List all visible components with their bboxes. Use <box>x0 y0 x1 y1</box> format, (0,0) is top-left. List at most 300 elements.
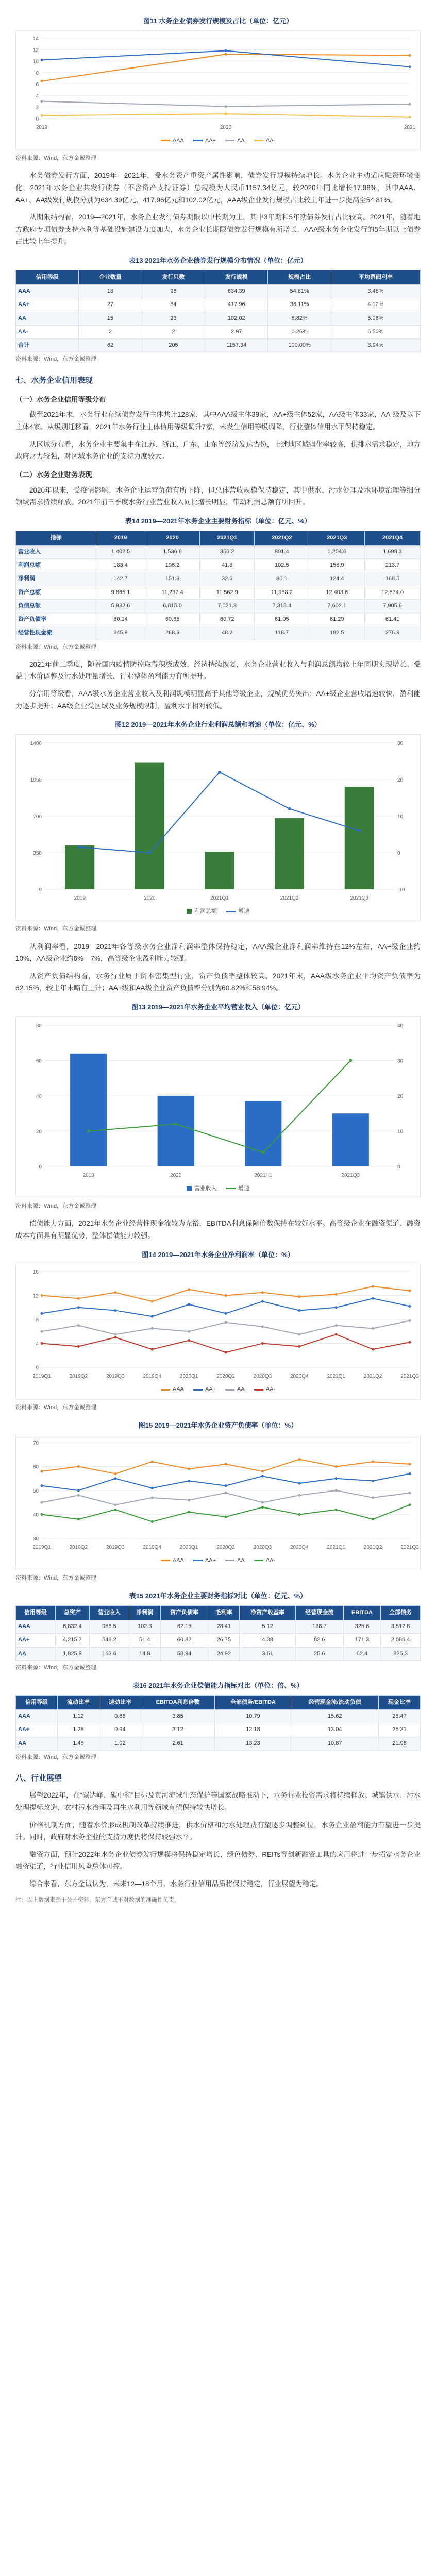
table-cell: 205 <box>142 339 205 352</box>
y2-tick-label: 0 <box>397 851 400 856</box>
table-header-cell: 信用等级 <box>16 1695 58 1709</box>
table-cell: 61.41 <box>365 613 421 626</box>
y-tick-label: 0 <box>36 116 39 122</box>
y-tick-label: 70 <box>32 1440 39 1446</box>
legend-label: AA+ <box>205 1386 216 1393</box>
data-point <box>409 54 411 57</box>
series-line <box>42 1504 410 1521</box>
data-point <box>335 1333 338 1336</box>
paragraph: 偿债能力方面，2021年水务企业经营性现金流较为充裕，EBITDA利息保障倍数保持在较好水平。高等级企业在融资渠道、融资成本方面具有明显优势，整体偿债能力较强。 <box>15 1219 421 1240</box>
table-header-cell: 毛利率 <box>208 1605 240 1620</box>
y-tick-label: 80 <box>36 1023 42 1029</box>
table-cell: 61.05 <box>255 613 309 626</box>
table-cell: 10.87 <box>291 1737 379 1750</box>
data-point <box>261 1501 264 1503</box>
table-cell: 经营性现金流 <box>16 626 96 640</box>
paragraph: 从利润率看，2019—2021年各等级水务企业净利润率整体保持稳定，AAA级企业净利润率维持在12%左右，AA+级企业约10%，AA级企业约6%—7%，高等级企业盈利能力较强。 <box>15 942 421 963</box>
table-cell: 118.7 <box>255 626 309 640</box>
table-cell: 11,562.9 <box>200 586 255 599</box>
data-point <box>288 807 291 810</box>
table-row <box>16 285 421 298</box>
table-cell: AAA <box>16 1620 56 1634</box>
table-cell: 26.75 <box>208 1634 240 1647</box>
table-title: 表14 2019—2021年水务企业主要财务指标（单位：亿元、%） <box>125 517 311 525</box>
data-point <box>335 1324 338 1327</box>
table-title: 表15 2021年水务企业主要财务指标对比（单位：亿元、%） <box>129 1592 307 1600</box>
data-point <box>409 65 411 68</box>
y2-tick-label: 0 <box>397 1164 400 1170</box>
table-cell: 0.26% <box>268 325 331 338</box>
section-title: 八、行业展望 <box>15 1774 62 1783</box>
table-cell: 0.86 <box>99 1710 141 1723</box>
data-point <box>409 1463 411 1465</box>
data-point <box>174 1123 177 1126</box>
data-point <box>409 103 411 105</box>
table-cell: 60.14 <box>96 613 145 626</box>
table-cell: 24.92 <box>208 1647 240 1660</box>
legend-item <box>193 136 216 146</box>
table-source: 资料来源：Wind，东方金诚整理 <box>15 356 97 363</box>
table-row <box>16 626 421 640</box>
table-source: 资料来源：Wind，东方金诚整理 <box>15 1754 97 1760</box>
legend-item <box>161 1385 184 1395</box>
legend-item <box>161 136 184 146</box>
table-source: 资料来源：Wind，东方金诚整理 <box>15 643 97 650</box>
legend-item <box>225 136 245 146</box>
table-row <box>16 325 421 338</box>
figure-title: 图13 2019—2021年水务企业平均营业收入（单位：亿元） <box>131 1003 305 1011</box>
table-header-cell: 全部债务/EBITDA <box>215 1695 291 1709</box>
table-cell: 8.82% <box>268 312 331 325</box>
table-cell: 168.5 <box>365 572 421 586</box>
y-tick-label: 10 <box>32 59 39 65</box>
x-tick-label: 2021Q1 <box>327 1374 345 1380</box>
x-tick-label: 2021Q3 <box>400 1544 419 1550</box>
figure-source: 资料来源：Wind，东方金诚整理 <box>15 1404 97 1411</box>
x-tick-label: 2021Q1 <box>327 1544 345 1550</box>
data-point <box>188 1289 190 1291</box>
bar <box>345 787 374 889</box>
data-point <box>298 1333 300 1336</box>
table-cell: 12,403.6 <box>309 586 365 599</box>
data-point <box>262 1150 265 1154</box>
data-point <box>188 1339 190 1342</box>
data-point <box>298 1494 300 1496</box>
table-cell: 62.15 <box>160 1620 208 1634</box>
data-point <box>225 53 227 55</box>
legend-swatch <box>254 1560 263 1561</box>
data-point <box>225 112 227 115</box>
table-cell: 102.5 <box>255 559 309 572</box>
x-tick-label: 2020 <box>144 895 156 901</box>
table-cell: 54.81% <box>268 285 331 298</box>
table-cell: 183.4 <box>96 559 145 572</box>
table-cell: 32.6 <box>200 572 255 586</box>
y-tick-label: 0 <box>36 1365 39 1371</box>
x-tick-label: 2020 <box>220 124 232 130</box>
x-tick-label: 2020 <box>170 1172 182 1178</box>
data-point <box>151 1486 154 1489</box>
table-cell: 163.6 <box>90 1647 129 1660</box>
data-point <box>298 1345 300 1348</box>
table-cell: 1157.34 <box>205 339 268 352</box>
data-point <box>225 1492 227 1494</box>
table-cell: 1,402.5 <box>96 545 145 558</box>
x-tick-label: 2020Q1 <box>179 1374 198 1380</box>
y-tick-label: 8 <box>36 1317 39 1324</box>
y-tick-label: 4 <box>36 93 39 99</box>
data-point <box>372 1348 374 1351</box>
x-tick-label: 2020Q1 <box>179 1544 198 1550</box>
table-cell: 3.85 <box>141 1710 214 1723</box>
table-cell: 2 <box>79 325 142 338</box>
data-point <box>261 1470 264 1472</box>
table-cell: AA+ <box>16 298 79 312</box>
table-cell: 61.29 <box>309 613 365 626</box>
legend-item <box>226 1184 249 1194</box>
data-point <box>77 1307 80 1309</box>
table-row <box>16 1620 421 1634</box>
table-header-cell: 2021Q4 <box>365 531 421 545</box>
legend-item <box>193 1556 216 1566</box>
bar <box>245 1101 281 1166</box>
data-point <box>114 1291 116 1294</box>
legend-label: 增速 <box>238 908 249 914</box>
table-row <box>16 312 421 325</box>
table-cell: 5.12 <box>240 1620 296 1634</box>
data-point <box>41 80 43 82</box>
table-header-cell: 2021Q1 <box>200 531 255 545</box>
x-tick-label: 2020Q3 <box>253 1544 272 1550</box>
legend-swatch <box>225 1560 234 1561</box>
x-tick-label: 2020Q3 <box>253 1374 272 1380</box>
x-tick-label: 2021 <box>404 124 416 130</box>
x-tick-label: 2020Q2 <box>216 1544 235 1550</box>
figure-source: 资料来源：Wind，东方金诚整理 <box>15 155 97 161</box>
data-point <box>151 1315 154 1318</box>
data-point <box>409 116 411 118</box>
series-line <box>42 1473 410 1490</box>
data-point <box>372 1285 374 1288</box>
x-tick-label: 2019Q2 <box>69 1374 88 1380</box>
figure-11-chart <box>15 30 421 150</box>
y-tick-label: 8 <box>36 70 39 76</box>
table-cell: 0.94 <box>99 1723 141 1737</box>
x-tick-label: 2019Q1 <box>32 1544 51 1550</box>
table-header-cell: 资产负债率 <box>160 1605 208 1620</box>
paragraph: 2021年前三季度，随着国内疫情防控取得积极成效，经济持续恢复，水务企业营业收入与利润总额均较上年同期实现增长。受益于水价调整及污水处理量增长，行业整体盈利能力有所提升。 <box>15 660 421 681</box>
table-cell: 1,698.3 <box>365 545 421 558</box>
data-point <box>409 1319 411 1322</box>
table-cell: 4.12% <box>331 298 420 312</box>
table-cell: AA+ <box>16 1723 58 1737</box>
paragraph: 展望2022年，在“碳达峰、碳中和”目标及黄河流域生态保护等国家战略推动下，水务行业投资需求将持续释放。城镇供水、污水处理提标改造、农村污水治理及再生水利用等领域有望保持较快增长。 <box>15 1791 421 1811</box>
table-header-cell: 信用等级 <box>16 270 79 284</box>
data-point <box>148 851 151 854</box>
data-point <box>409 1341 411 1344</box>
section-title: 七、水务企业信用表现 <box>15 376 93 385</box>
legend-swatch <box>193 1389 203 1391</box>
y-tick-label: 4 <box>36 1341 39 1347</box>
table-header-cell: 2021Q3 <box>309 531 365 545</box>
table-cell: 102.02 <box>205 312 268 325</box>
data-point <box>372 1297 374 1300</box>
table-cell: 48.2 <box>200 626 255 640</box>
table-cell: 96 <box>142 285 205 298</box>
data-point <box>41 1312 43 1315</box>
table-cell: 11,237.4 <box>145 586 200 599</box>
legend-item <box>187 1184 217 1194</box>
x-tick-label: 2019 <box>82 1172 94 1178</box>
bar <box>275 818 304 889</box>
table-cell: 268.3 <box>145 626 200 640</box>
paragraph: 水务债券发行方面，2019年—2021年，受水务资产重资产属性影响，债券发行规模持续增长。水务企业主动适应融资环境变化，2021年水务企业共发行债券（不含资产支持证券）总规模为人民币1157.34亿元，较2020年同比增长17.98%，其中AAA、AA+、AA级发行规模分别为634.39亿元、417.96亿元和102.02亿元，AAA级企业发行规模占比较上年进一步提高至54.81%。 <box>15 172 421 204</box>
data-point <box>41 114 43 117</box>
table-cell: 6,832.4 <box>55 1620 89 1634</box>
legend-label: AAA <box>172 1386 184 1393</box>
y-tick-label: 700 <box>33 814 42 820</box>
paragraph: 综合来看，东方金诚认为，未来12—18个月，水务行业信用品质将保持稳定，行业展望为稳定。 <box>29 1880 324 1888</box>
data-point <box>225 1351 227 1354</box>
table-cell: 1,204.6 <box>309 545 365 558</box>
data-point <box>225 1463 227 1465</box>
legend-swatch <box>193 1560 203 1561</box>
legend-swatch <box>193 140 203 141</box>
y-tick-label: 0 <box>39 1164 42 1170</box>
y-tick-label: 1400 <box>30 741 42 747</box>
table-cell: 986.5 <box>90 1620 129 1634</box>
table-cell: 27 <box>79 298 142 312</box>
table-cell: AA <box>16 1737 58 1750</box>
legend-item <box>193 1385 216 1395</box>
table-cell: 3.48% <box>331 285 420 298</box>
data-point <box>41 1342 43 1345</box>
table-cell: 1.28 <box>57 1723 99 1737</box>
table-cell: 2.61 <box>141 1737 214 1750</box>
table-row <box>16 298 421 312</box>
x-tick-label: 2021Q2 <box>363 1544 382 1550</box>
table-cell: 196.2 <box>145 559 200 572</box>
table-cell: 4,215.7 <box>55 1634 89 1647</box>
bar <box>65 845 94 889</box>
data-point <box>298 1458 300 1461</box>
data-point <box>77 1518 80 1520</box>
data-point <box>114 1472 116 1475</box>
table-cell: 634.39 <box>205 285 268 298</box>
table-header-cell: 总资产 <box>55 1605 89 1620</box>
data-point <box>335 1465 338 1468</box>
table-header-cell: 企业数量 <box>79 270 142 284</box>
data-point <box>225 1312 227 1315</box>
table-cell: 142.7 <box>96 572 145 586</box>
table-cell: 2.97 <box>205 325 268 338</box>
table-cell: 100.00% <box>268 339 331 352</box>
y-tick-label: 16 <box>32 1269 39 1276</box>
table-cell: 11,988.2 <box>255 586 309 599</box>
data-point <box>372 1327 374 1330</box>
data-point <box>261 1475 264 1477</box>
legend-label: 利润总额 <box>194 908 217 914</box>
bar <box>332 1113 369 1166</box>
data-point <box>372 1496 374 1499</box>
table-cell: 36.11% <box>268 298 331 312</box>
x-tick-label: 2021Q3 <box>341 1172 360 1178</box>
table-cell: 168.7 <box>295 1620 343 1634</box>
table-cell: 21.96 <box>379 1737 421 1750</box>
table-cell: 13.23 <box>215 1737 291 1750</box>
table-header-cell: 净利润 <box>129 1605 160 1620</box>
y2-tick-label: -10 <box>397 887 405 893</box>
table-cell: 1.12 <box>57 1710 99 1723</box>
data-point <box>151 1460 154 1463</box>
table-cell: 28.47 <box>379 1710 421 1723</box>
y-tick-label: 14 <box>32 36 39 42</box>
table-header-cell: 2021Q2 <box>255 531 309 545</box>
footnote: 注：以上数据来源于公开资料，东方金诚不对数据的准确性负责。 <box>15 1896 180 1903</box>
data-point <box>372 1460 374 1463</box>
legend-item <box>226 907 249 917</box>
table-cell: 325.6 <box>343 1620 380 1634</box>
legend-swatch <box>225 140 234 141</box>
data-point <box>358 829 361 832</box>
data-point <box>77 1489 80 1492</box>
data-point <box>151 1520 154 1522</box>
data-point <box>114 1333 116 1336</box>
table-row <box>16 599 421 613</box>
table-row <box>16 559 421 572</box>
y-tick-label: 6 <box>36 81 39 88</box>
data-point <box>335 1489 338 1492</box>
data-point <box>188 1467 190 1470</box>
table-header-cell: 现金比率 <box>379 1695 421 1709</box>
table-cell: AA- <box>16 325 79 338</box>
table-cell: 356.2 <box>200 545 255 558</box>
table-cell: 7,905.6 <box>365 599 421 613</box>
table-cell: 23 <box>142 312 205 325</box>
table-cell: 1,536.8 <box>145 545 200 558</box>
legend-swatch <box>161 1389 170 1391</box>
table-row <box>16 613 421 626</box>
table-cell: 15 <box>79 312 142 325</box>
data-point <box>41 1513 43 1516</box>
table-cell: 3.12 <box>141 1723 214 1737</box>
data-point <box>409 1472 411 1475</box>
x-tick-label: 2021Q3 <box>400 1374 419 1380</box>
data-point <box>225 1294 227 1297</box>
table-cell: 合计 <box>16 339 79 352</box>
table-cell: 7,021.3 <box>200 599 255 613</box>
table-cell: 5,932.6 <box>96 599 145 613</box>
y-tick-label: 60 <box>32 1464 39 1470</box>
legend-swatch <box>161 1560 170 1561</box>
table-header-cell: 流动比率 <box>57 1695 99 1709</box>
table-header-cell: 经营现金流/流动负债 <box>291 1695 379 1709</box>
y-tick-label: 50 <box>32 1488 39 1494</box>
legend-label: AA- <box>265 1386 276 1393</box>
table-cell: AAA <box>16 285 79 298</box>
table-cell: 利润总额 <box>16 559 96 572</box>
series-line <box>80 772 359 853</box>
table-cell: 2,086.4 <box>381 1634 421 1647</box>
paragraph: 从区域分布看，水务企业主要集中在江苏、浙江、广东、山东等经济发达省份，上述地区城镇化率较高，供排水需求稳定，地方政府财力较强，对区域水务企业的支持力度较大。 <box>15 440 421 461</box>
table-cell: 7,602.1 <box>309 599 365 613</box>
x-tick-label: 2019 <box>74 895 86 901</box>
table-title: 表13 2021年水务企业债券发行规模分布情况（单位：亿元） <box>129 257 307 264</box>
paragraph: 从资产负债结构看，水务行业属于资本密集型行业，资产负债率整体较高。2021年末，AAA级水务企业平均资产负债率为62.15%，较上年末略有上升；AA+级和AA级企业资产负债率分别为60.82%和58.94%。 <box>15 972 421 992</box>
x-tick-label: 2019Q3 <box>106 1374 125 1380</box>
table-cell: 58.94 <box>160 1647 208 1660</box>
data-point <box>114 1508 116 1511</box>
legend-label: 营业收入 <box>194 1185 217 1192</box>
legend-label: 增速 <box>238 1185 249 1192</box>
table-cell: 净利润 <box>16 572 96 586</box>
table-cell: 6.50% <box>331 325 420 338</box>
table-row <box>16 586 421 599</box>
y-tick-label: 350 <box>33 851 42 856</box>
data-point <box>188 1499 190 1501</box>
table-cell: 6,815.0 <box>145 599 200 613</box>
table-cell: 151.3 <box>145 572 200 586</box>
data-point <box>298 1309 300 1312</box>
table-cell: 3.94% <box>331 339 420 352</box>
table-cell: 7,318.4 <box>255 599 309 613</box>
table-cell: 3,512.8 <box>381 1620 421 1634</box>
bar <box>135 763 164 889</box>
data-point <box>409 1503 411 1506</box>
table-cell: 60.82 <box>160 1634 208 1647</box>
figure-title: 图12 2019—2021年水务企业行业利润总额和增速（单位：亿元、%） <box>115 721 321 729</box>
table-header-cell: 指标 <box>16 531 96 545</box>
x-tick-label: 2021Q3 <box>350 895 368 901</box>
table-cell: 801.4 <box>255 545 309 558</box>
legend-item <box>254 1385 275 1395</box>
y2-tick-label: 40 <box>397 1023 404 1029</box>
table-cell: AA <box>16 1647 56 1660</box>
legend-swatch <box>161 140 170 141</box>
data-point <box>151 1348 154 1351</box>
figure-source: 资料来源：Wind，东方金诚整理 <box>15 926 97 933</box>
data-point <box>41 1330 43 1333</box>
y2-tick-label: 20 <box>397 777 404 783</box>
data-point <box>335 1508 338 1511</box>
data-point <box>77 1494 80 1496</box>
series-line <box>42 1286 410 1301</box>
figure-title: 图11 水务企业债券发行规模及占比（单位：亿元） <box>143 17 293 25</box>
table-cell: 158.9 <box>309 559 365 572</box>
bar <box>158 1096 194 1166</box>
table-header-cell: 速动比率 <box>99 1695 141 1709</box>
table-row <box>16 1710 421 1723</box>
table-cell: AAA <box>16 1710 58 1723</box>
x-tick-label: 2021Q2 <box>280 895 299 901</box>
legend-item <box>254 1556 275 1566</box>
legend-item <box>225 1385 245 1395</box>
legend-label: AA- <box>265 1557 276 1564</box>
table-cell: 825.3 <box>381 1647 421 1660</box>
table-cell: AA <box>16 312 79 325</box>
data-point <box>298 1296 300 1298</box>
legend-label: AAA <box>172 137 184 144</box>
subsection-title: （二）水务企业财务表现 <box>15 470 92 479</box>
table-cell: 80.1 <box>255 572 309 586</box>
data-point <box>151 1300 154 1303</box>
data-point <box>151 1327 154 1330</box>
table-row <box>16 545 421 558</box>
table-header-cell: 发行规模 <box>205 270 268 284</box>
table-cell: 124.4 <box>309 572 365 586</box>
table-2 <box>15 531 421 640</box>
legend-item <box>225 1556 245 1566</box>
